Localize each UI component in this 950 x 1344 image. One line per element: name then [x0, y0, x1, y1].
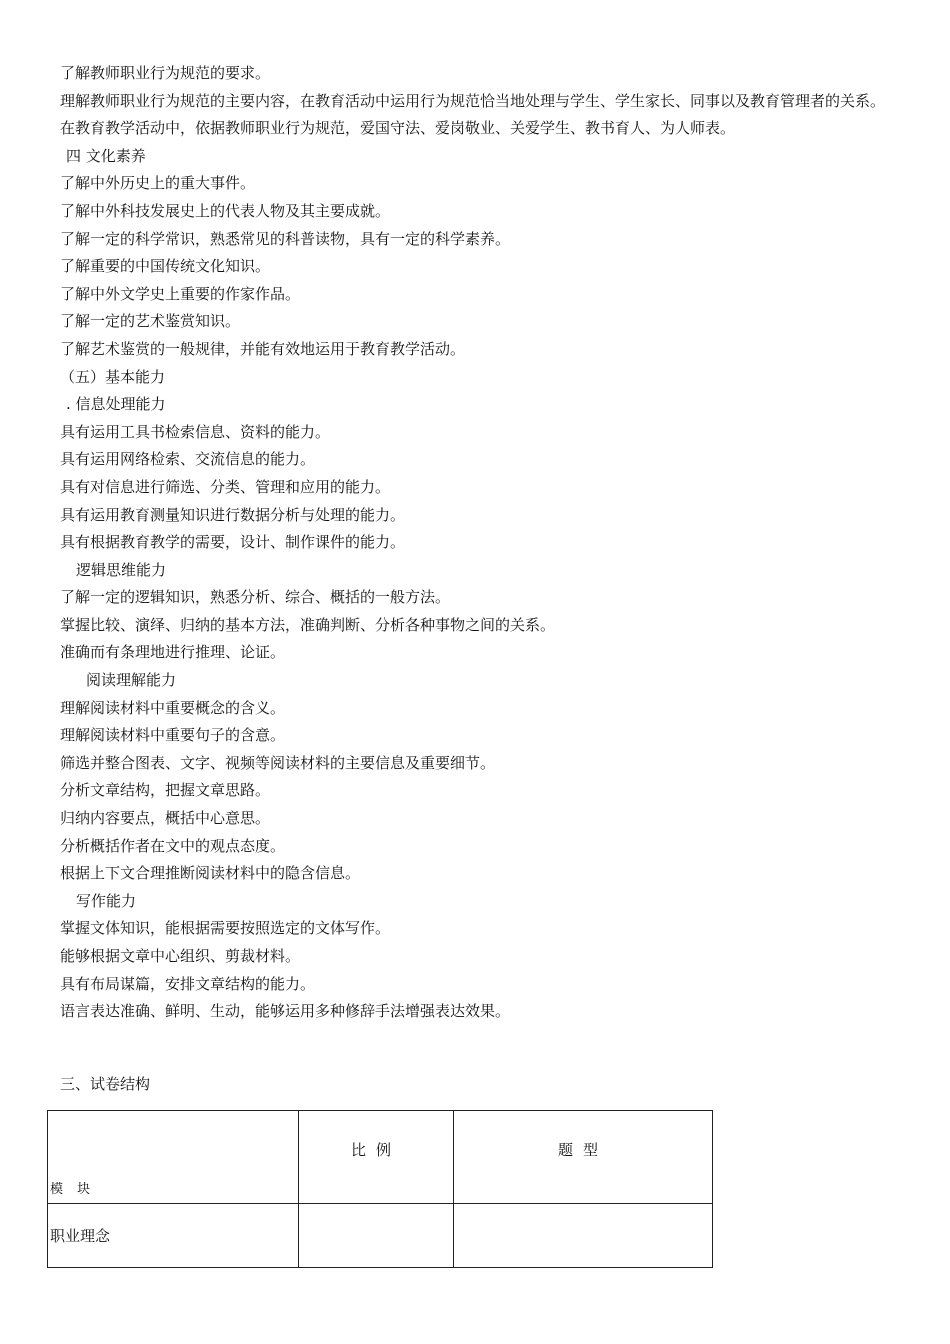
paragraph-line: 了解重要的中国传统文化知识。: [60, 257, 271, 276]
table-row: [48, 1204, 713, 1268]
paragraph-line: 具有布局谋篇，安排文章结构的能力。: [60, 974, 316, 993]
row-module: 职业理念: [48, 1204, 299, 1268]
paragraph-line: 理解阅读材料中重要概念的含义。: [60, 698, 286, 717]
table-header-row: [48, 1111, 713, 1204]
paragraph-line: 写作能力: [76, 891, 137, 910]
row-type: [454, 1204, 713, 1268]
paragraph-line: 四 文化素养: [66, 146, 146, 165]
paragraph-line: 准确而有条理地进行推理、论证。: [60, 643, 286, 662]
paragraph-line: 掌握比较、演绎、归纳的基本方法，准确判断、分析各种事物之间的关系。: [60, 615, 556, 634]
section-title: 三、试卷结构: [60, 1075, 151, 1093]
paragraph-line: 筛选并整合图表、文字、视频等阅读材料的主要信息及重要细节。: [60, 753, 496, 772]
paragraph-line: 了解教师职业行为规范的要求。: [60, 64, 271, 82]
paragraph-line: 能够根据文章中心组织、剪裁材料。: [60, 947, 301, 965]
paragraph-line: 逻辑思维能力: [76, 560, 167, 579]
paragraph-line: 掌握文体知识，能根据需要按照选定的文体写作。: [60, 919, 391, 938]
paragraph-line: 根据上下文合理推断阅读材料中的隐含信息。: [60, 864, 361, 883]
exam-structure-table: [47, 1110, 713, 1268]
header-ratio: 比例: [299, 1111, 454, 1204]
row-ratio: [299, 1204, 454, 1268]
paragraph-line: 归纳内容要点，概括中心意思。: [60, 809, 271, 828]
paragraph-line: 了解一定的科学常识，熟悉常见的科普读物，具有一定的科学素养。: [60, 229, 511, 248]
paragraph-line: 在教育教学活动中，依据教师职业行为规范，爱国守法、爱岗敬业、关爱学生、教书育人、为人师表。: [60, 119, 736, 138]
paragraph-line: 分析文章结构，把握文章思路。: [60, 781, 271, 800]
header-type: 题型: [454, 1111, 713, 1204]
paragraph-line: 了解中外科技发展史上的代表人物及其主要成就。: [60, 201, 391, 220]
paragraph-line: 理解阅读材料中重要句子的含意。: [60, 726, 286, 745]
paragraph-line: . 信息处理能力: [66, 395, 166, 414]
document-body: [60, 60, 900, 1026]
paragraph-line: （五）基本能力: [60, 367, 166, 386]
paragraph-line: 阅读理解能力: [86, 671, 177, 690]
paragraph-line: 了解一定的艺术鉴赏知识。: [60, 312, 241, 331]
paragraph-line: 理解教师职业行为规范的主要内容，在教育活动中运用行为规范恰当地处理与学生、学生家长、同事以及教育管理者的关系。: [60, 91, 886, 110]
paragraph-line: 具有运用网络检索、交流信息的能力。: [60, 450, 316, 469]
paragraph-line: 分析概括作者在文中的观点态度。: [60, 836, 286, 855]
header-module: 模 块: [48, 1111, 299, 1204]
paragraph-line: 具有运用工具书检索信息、资料的能力。: [60, 422, 331, 441]
paragraph-line: 了解中外文学史上重要的作家作品。: [60, 284, 301, 303]
paragraph-line: 具有对信息进行筛选、分类、管理和应用的能力。: [60, 477, 391, 496]
paragraph-line: 语言表达准确、鲜明、生动，能够运用多种修辞手法增强表达效果。: [60, 1002, 511, 1021]
paragraph-line: 了解中外历史上的重大事件。: [60, 174, 256, 193]
paragraph-line: 具有根据教育教学的需要，设计、制作课件的能力。: [60, 533, 406, 552]
paragraph-line: 了解艺术鉴赏的一般规律，并能有效地运用于教育教学活动。: [60, 339, 466, 358]
paragraph-line: 了解一定的逻辑知识，熟悉分析、综合、概括的一般方法。: [60, 588, 451, 607]
paragraph-line: 具有运用教育测量知识进行数据分析与处理的能力。: [60, 505, 406, 524]
